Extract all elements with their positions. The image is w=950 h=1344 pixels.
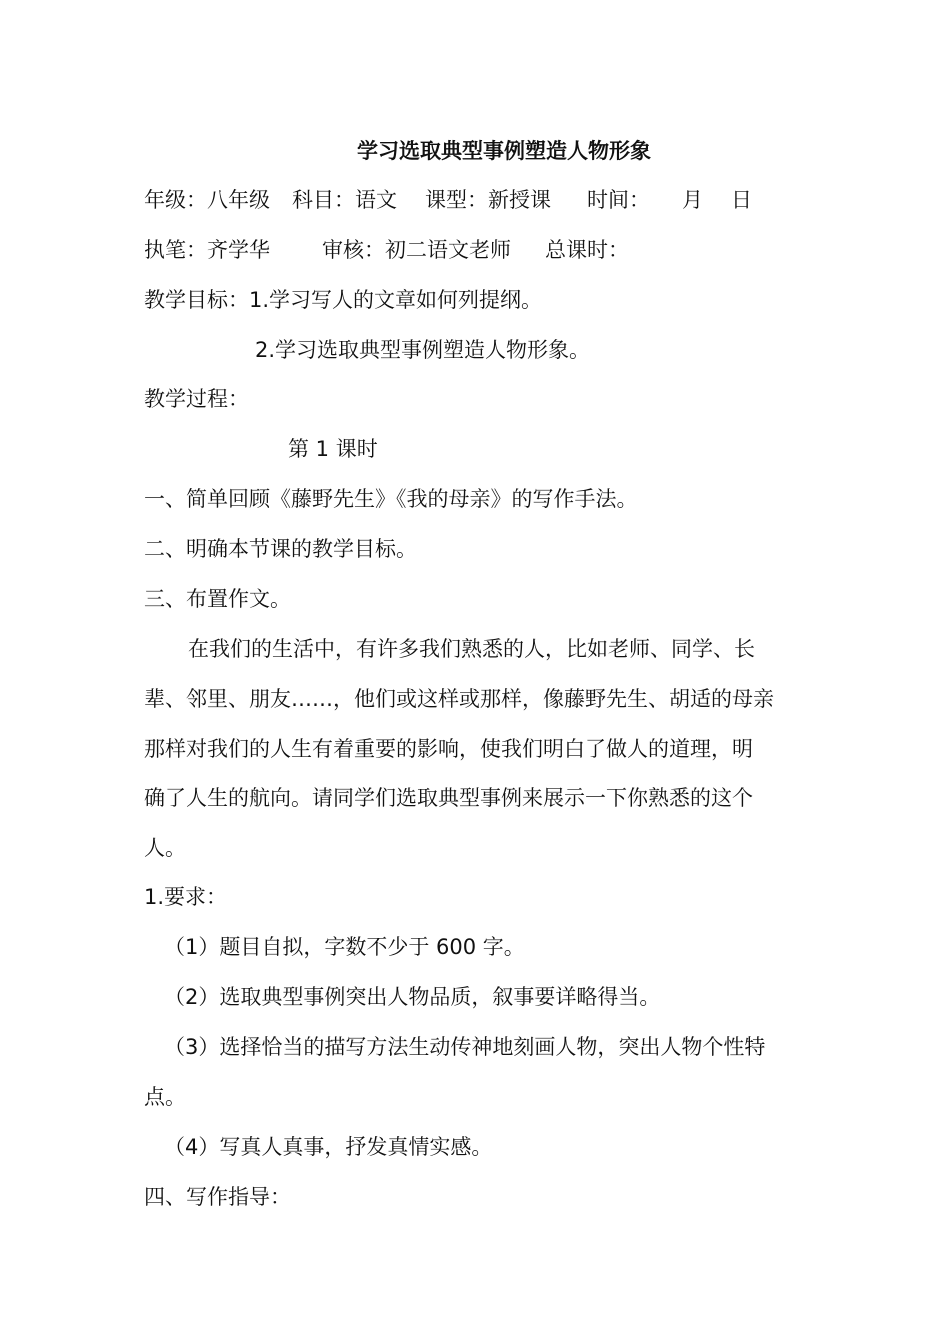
- prompt-line: 在我们的生活中，有许多我们熟悉的人，比如老师、同学、长: [188, 637, 755, 661]
- step-three: 三、布置作文。: [144, 587, 291, 611]
- requirement-item: （4）写真人真事，抒发真情实感。: [164, 1135, 493, 1159]
- lesson-heading: 第 1 课时: [288, 437, 378, 461]
- teaching-goal-2: 2.学习选取典型事例塑造人物形象。: [255, 338, 591, 362]
- meta-row-2: [144, 235, 629, 265]
- time-field: 时间：: [587, 188, 650, 212]
- reviewer-field: 审核：初二语文老师: [322, 238, 511, 262]
- document-title: 学习选取典型事例塑造人物形象: [357, 139, 651, 163]
- grade-field: 年级：八年级: [144, 188, 270, 212]
- step-two: 二、明确本节课的教学目标。: [144, 537, 417, 561]
- meta-row-1: [144, 185, 752, 215]
- prompt-line: 人。: [144, 836, 186, 860]
- author-field: 执笔：齐学华: [144, 238, 270, 262]
- process-label: 教学过程：: [144, 387, 249, 411]
- prompt-line: 辈、邻里、朋友……，他们或这样或那样，像藤野先生、胡适的母亲: [144, 687, 774, 711]
- prompt-line: 那样对我们的人生有着重要的影响，使我们明白了做人的道理，明: [144, 737, 753, 761]
- requirement-item: （2）选取典型事例突出人物品质，叙事要详略得当。: [164, 985, 661, 1009]
- lesson-type-field: 课型：新授课: [425, 188, 551, 212]
- step-one: 一、简单回顾《藤野先生》《我的母亲》的写作手法。: [144, 487, 638, 511]
- requirement-item-continued: 点。: [144, 1085, 186, 1109]
- requirements-label: 1.要求：: [144, 885, 228, 909]
- requirement-item: （3）选择恰当的描写方法生动传神地刻画人物，突出人物个性特: [164, 1035, 766, 1059]
- prompt-line: 确了人生的航向。请同学们选取典型事例来展示一下你熟悉的这个: [144, 786, 753, 810]
- subject-field: 科目：语文: [292, 188, 397, 212]
- requirement-item: （1）题目自拟，字数不少于 600 字。: [164, 935, 525, 959]
- day-label: 日: [731, 188, 752, 212]
- teaching-goal-1: 教学目标：1.学习写人的文章如何列提纲。: [144, 288, 543, 312]
- total-hours-field: 总课时：: [545, 238, 629, 262]
- step-four: 四、写作指导：: [144, 1185, 291, 1209]
- month-label: 月: [682, 188, 703, 212]
